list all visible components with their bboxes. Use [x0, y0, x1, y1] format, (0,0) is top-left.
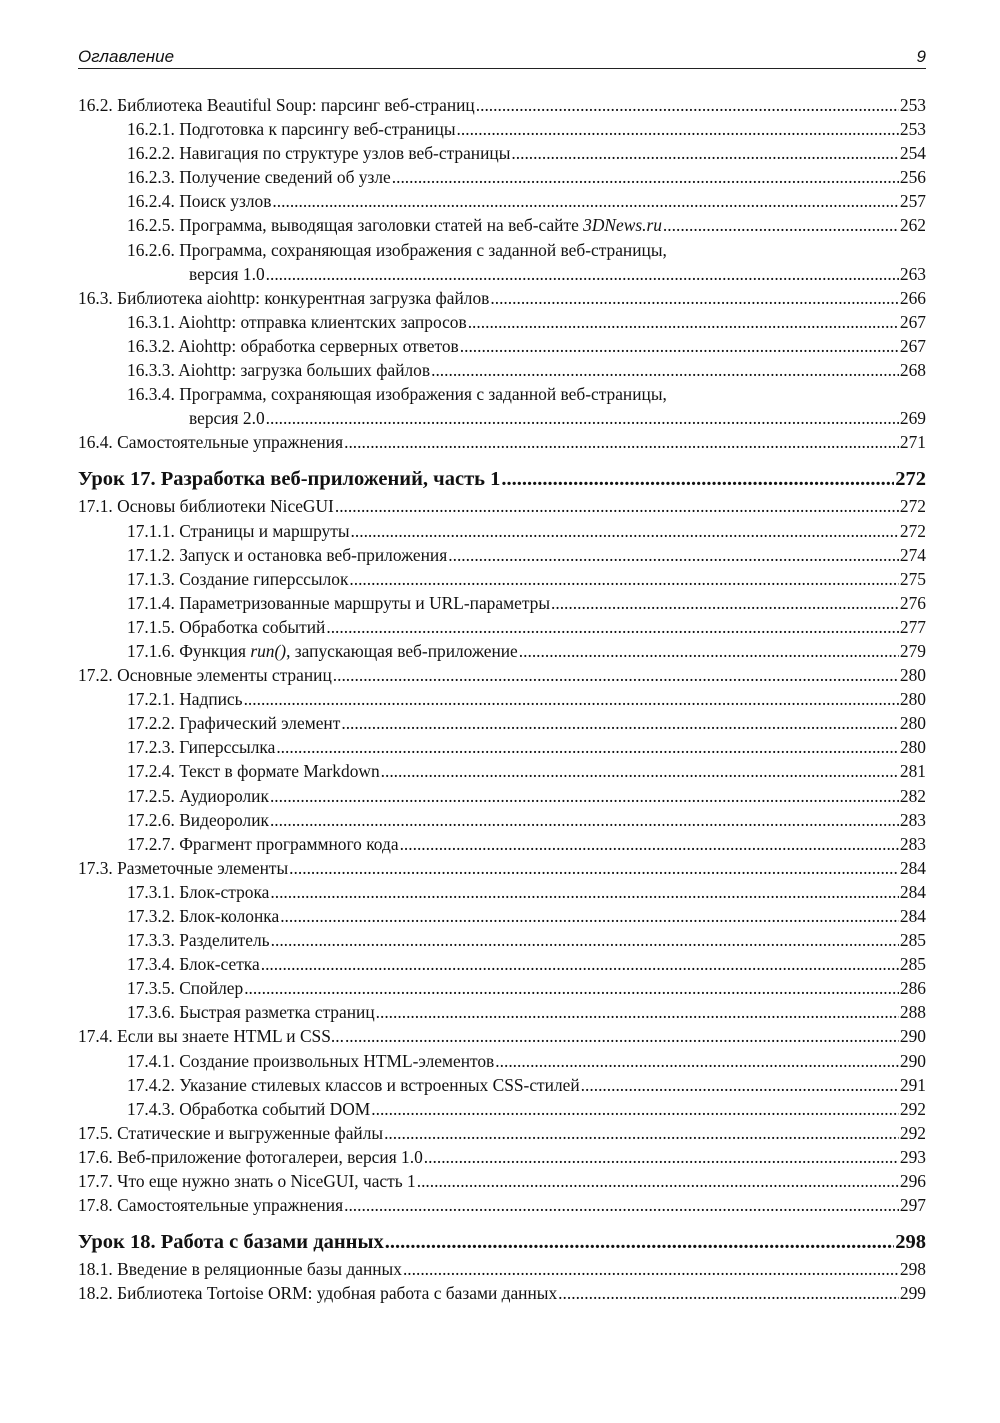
- entry-page: 284: [899, 881, 926, 902]
- entry-number: 17.1.4.: [127, 592, 175, 613]
- entry-title: Параметризованные маршруты и URL-параметры: [179, 592, 551, 613]
- dot-leader: [272, 189, 898, 213]
- toc-entry: [78, 494, 926, 518]
- entry-page: 292: [899, 1122, 926, 1143]
- header-page-number: 9: [916, 47, 926, 66]
- entry-page: 254: [899, 143, 926, 164]
- entry-number: 16.3.: [78, 287, 113, 308]
- dot-leader: [376, 1000, 899, 1024]
- entry-title: Статические и выгруженные файлы: [117, 1122, 384, 1143]
- entry-title: Программа, выводящая заголовки статей на веб-сайте: [179, 215, 584, 236]
- dot-leader: [519, 639, 899, 663]
- entry-page: 296: [899, 1171, 926, 1192]
- dot-leader: [581, 1073, 899, 1097]
- entry-number: 18.2.: [78, 1283, 113, 1304]
- entry-number: 16.3.3.: [127, 360, 175, 381]
- entry-title-rest: , запускающая веб-приложение: [286, 640, 518, 661]
- entry-title-continued: версия 2.0: [189, 408, 265, 429]
- entry-number: 17.4.: [78, 1026, 113, 1047]
- entry-title: Надпись: [179, 689, 243, 710]
- toc-entry: [78, 1000, 926, 1024]
- toc-entry: [78, 880, 926, 904]
- entry-number: 17.2.1.: [127, 689, 175, 710]
- entry-title: Фрагмент программного кода: [179, 833, 399, 854]
- dot-leader: [261, 952, 899, 976]
- entry-page: 280: [899, 689, 926, 710]
- entry-number: 16.2.1.: [127, 119, 175, 140]
- toc-entry: [78, 93, 926, 117]
- dot-leader: [351, 519, 899, 543]
- entry-number: 17.8.: [78, 1195, 113, 1216]
- dot-leader: [244, 976, 899, 1000]
- toc-chapter: [78, 464, 926, 494]
- dot-leader: [476, 93, 899, 117]
- dot-leader: [266, 406, 899, 430]
- dot-leader: [270, 808, 899, 832]
- toc-entry: [78, 543, 926, 567]
- entry-title: Разделитель: [179, 930, 270, 951]
- entry-page: 262: [899, 215, 926, 236]
- entry-page: 268: [899, 360, 926, 381]
- entry-title: Текст в формате Markdown: [179, 761, 380, 782]
- entry-page: 299: [899, 1283, 926, 1304]
- dot-leader: [371, 1097, 899, 1121]
- entry-page: 288: [899, 1002, 926, 1023]
- entry-number: 17.2.7.: [127, 833, 175, 854]
- entry-page: 280: [899, 713, 926, 734]
- entry-title: Спойлер: [179, 978, 244, 999]
- entry-page: 267: [899, 335, 926, 356]
- dot-leader: [326, 615, 899, 639]
- toc-entry: [78, 1073, 926, 1097]
- entry-title: Aiohttp: обработка серверных ответов: [178, 335, 459, 356]
- toc-entry: [78, 759, 926, 783]
- dot-leader: [280, 904, 899, 928]
- table-of-contents: [78, 93, 926, 1305]
- entry-title: Блок-сетка: [179, 954, 260, 975]
- dot-leader: [384, 1121, 899, 1145]
- entry-page: 293: [899, 1146, 926, 1167]
- toc-entry: [78, 856, 926, 880]
- toc-entry: [78, 213, 926, 237]
- dot-leader: [266, 262, 899, 286]
- toc-entry: [78, 1193, 926, 1217]
- entry-title: Создание гиперссылок: [179, 568, 349, 589]
- entry-number: 17.1.6.: [127, 640, 175, 661]
- entry-number: 17.3.2.: [127, 906, 175, 926]
- entry-title: Самостоятельные упражнения: [117, 432, 344, 453]
- entry-page: 267: [899, 311, 926, 332]
- entry-title-continued: версия 1.0: [189, 263, 265, 284]
- toc-entry: [78, 519, 926, 543]
- chapter-title: Разработка веб-приложений, часть 1: [160, 468, 501, 491]
- dot-leader: [276, 735, 899, 759]
- entry-number: 16.3.4.: [127, 384, 175, 405]
- dot-leader: [400, 832, 899, 856]
- dot-leader: [448, 543, 899, 567]
- dot-leader: [558, 1281, 899, 1305]
- entry-number: 17.4.2.: [127, 1074, 175, 1095]
- dot-leader: [289, 856, 899, 880]
- dot-leader: [345, 1024, 899, 1048]
- entry-title: Библиотека aiohttp: конкурентная загрузка файлов: [117, 287, 490, 308]
- entry-number: 17.4.3.: [127, 1098, 175, 1119]
- entry-title: Обработка событий DOM: [179, 1098, 371, 1119]
- entry-title: Библиотека Beautiful Soup: парсинг веб-страниц: [117, 95, 475, 115]
- chapter-page: 272: [895, 468, 926, 491]
- entry-page: 272: [899, 520, 926, 541]
- entry-number: 17.1.5.: [127, 616, 175, 637]
- entry-number: 17.1.2.: [127, 544, 175, 565]
- chapter-title: Работа с базами данных: [160, 1231, 384, 1254]
- entry-page: 290: [899, 1026, 926, 1047]
- entry-page: 275: [899, 568, 926, 589]
- dot-leader: [495, 1049, 899, 1073]
- entry-number: 16.2.4.: [127, 191, 175, 212]
- dot-leader: [403, 1257, 899, 1281]
- entry-number: 16.2.5.: [127, 215, 175, 236]
- toc-entry: [78, 952, 926, 976]
- dot-leader: [468, 310, 899, 334]
- entry-number: 16.2.: [78, 95, 113, 115]
- toc-entry: [78, 334, 926, 358]
- toc-entry: [78, 189, 926, 213]
- dot-leader: [381, 759, 899, 783]
- entry-title: Aiohttp: загрузка больших файлов: [178, 360, 431, 381]
- dot-leader: [392, 165, 899, 189]
- toc-entry: [78, 808, 926, 832]
- entry-title: Создание произвольных HTML-элементов: [179, 1050, 495, 1071]
- toc-entry: [78, 430, 926, 454]
- entry-page: 284: [899, 857, 926, 878]
- toc-entry: [78, 358, 926, 382]
- entry-title-italic: run(): [250, 640, 287, 661]
- toc-entry: [78, 735, 926, 759]
- toc-entry: [78, 639, 926, 663]
- entry-title: Библиотека Tortoise ORM: удобная работа с базами данных: [117, 1283, 558, 1304]
- entry-number: 17.3.: [78, 857, 113, 878]
- entry-title: Обработка событий: [179, 616, 326, 637]
- entry-page: 281: [899, 761, 926, 782]
- toc-entry: [78, 1145, 926, 1169]
- dot-leader: [424, 1145, 899, 1169]
- entry-title: Разметочные элементы: [117, 857, 289, 878]
- entry-title: Программа, сохраняющая изображения с заданной веб-страницы,: [179, 384, 667, 405]
- entry-title: Видеоролик: [179, 809, 269, 830]
- dot-leader: [511, 141, 899, 165]
- toc-entry: [78, 382, 926, 430]
- entry-number: 17.2.5.: [127, 785, 175, 806]
- toc-entry: [78, 591, 926, 615]
- entry-title: Функция: [179, 640, 251, 661]
- entry-number: 17.3.1.: [127, 881, 175, 902]
- entry-page: 253: [899, 95, 926, 115]
- toc-entry: [78, 1097, 926, 1121]
- toc-entry: [78, 784, 926, 808]
- entry-number: 17.2.: [78, 665, 113, 686]
- entry-page: 276: [899, 592, 926, 613]
- toc-entry: [78, 711, 926, 735]
- dot-leader: [349, 567, 899, 591]
- entry-page: 272: [899, 496, 926, 517]
- toc-entry: [78, 1024, 926, 1048]
- entry-title: Aiohttp: отправка клиентских запросов: [178, 311, 467, 332]
- entry-number: 17.3.3.: [127, 930, 175, 951]
- entry-number: 17.5.: [78, 1122, 113, 1143]
- dot-leader: [385, 1227, 895, 1257]
- entry-number: 17.2.2.: [127, 713, 175, 734]
- entry-page: 297: [899, 1195, 926, 1216]
- toc-entry: [78, 615, 926, 639]
- toc-entry: [78, 1281, 926, 1305]
- entry-number: 16.3.2.: [127, 335, 175, 356]
- entry-number: 16.4.: [78, 432, 113, 453]
- entry-title: Блок-строка: [179, 881, 270, 902]
- dot-leader: [431, 358, 899, 382]
- entry-number: 16.2.3.: [127, 167, 175, 188]
- entry-page: 269: [899, 408, 926, 429]
- entry-title: Программа, сохраняющая изображения с заданной веб-страницы,: [179, 239, 667, 260]
- dot-leader: [457, 117, 899, 141]
- entry-title: Аудиоролик: [179, 785, 269, 806]
- entry-page: 285: [899, 954, 926, 975]
- entry-title: Навигация по структуре узлов веб-страницы: [179, 143, 511, 164]
- entry-title: Гиперссылка: [179, 737, 276, 758]
- entry-page: 277: [899, 616, 926, 637]
- dot-leader: [663, 213, 899, 237]
- toc-entry: [78, 904, 926, 928]
- running-header: [78, 44, 926, 69]
- entry-title: Введение в реляционные базы данных: [117, 1259, 402, 1280]
- entry-page: 282: [899, 785, 926, 806]
- entry-number: 17.2.3.: [127, 737, 175, 758]
- entry-number: 17.1.: [78, 496, 113, 517]
- entry-page: 253: [899, 119, 926, 140]
- entry-title: Самостоятельные упражнения: [117, 1195, 344, 1216]
- entry-number: 16.3.1.: [127, 311, 175, 332]
- entry-title: Подготовка к парсингу веб-страницы: [179, 119, 456, 140]
- toc-chapter: [78, 1227, 926, 1257]
- chapter-page: 298: [895, 1231, 926, 1254]
- entry-title: Поиск узлов: [179, 191, 272, 212]
- entry-page: 292: [899, 1098, 926, 1119]
- entry-number: 17.4.1.: [127, 1050, 175, 1071]
- entry-page: 285: [899, 930, 926, 951]
- entry-title-italic: 3DNews.ru: [583, 215, 662, 236]
- entry-title: Получение сведений об узле: [179, 167, 391, 188]
- toc-entry: [78, 1169, 926, 1193]
- dot-leader: [344, 1193, 899, 1217]
- entry-number: 16.2.6.: [127, 239, 175, 260]
- entry-page: 284: [899, 906, 926, 926]
- dot-leader: [270, 880, 899, 904]
- entry-page: 263: [899, 263, 926, 284]
- entry-number: 17.1.1.: [127, 520, 175, 541]
- entry-title: Что еще нужно знать о NiceGUI, часть 1: [117, 1171, 416, 1192]
- entry-number: 16.2.2.: [127, 143, 175, 164]
- entry-title: Быстрая разметка страниц: [179, 1002, 375, 1023]
- entry-number: 17.2.4.: [127, 761, 175, 782]
- entry-page: 291: [899, 1074, 926, 1095]
- entry-title: Запуск и остановка веб-приложения: [179, 544, 448, 565]
- toc-entry: [78, 663, 926, 687]
- entry-page: 298: [899, 1259, 926, 1280]
- chapter-number: Урок 18.: [78, 1231, 156, 1254]
- entry-title: Основы библиотеки NiceGUI: [117, 496, 334, 517]
- header-section-title: Оглавление: [78, 47, 175, 66]
- entry-title: Графический элемент: [179, 713, 341, 734]
- dot-leader: [341, 711, 899, 735]
- toc-entry: [78, 1257, 926, 1281]
- dot-leader: [417, 1169, 899, 1193]
- entry-title: Основные элементы страниц: [117, 665, 332, 686]
- toc-entry: [78, 165, 926, 189]
- dot-leader: [344, 430, 899, 454]
- dot-leader: [490, 286, 899, 310]
- entry-page: 283: [899, 809, 926, 830]
- toc-entry: [78, 976, 926, 1000]
- entry-page: 279: [899, 640, 926, 661]
- entry-page: 280: [899, 665, 926, 686]
- entry-title: Страницы и маршруты: [179, 520, 350, 541]
- toc-entry: [78, 117, 926, 141]
- entry-number: 17.3.6.: [127, 1002, 175, 1023]
- toc-entry: [78, 928, 926, 952]
- entry-title: Веб-приложение фотогалереи, версия 1.0: [117, 1146, 423, 1167]
- toc-entry: [78, 238, 926, 286]
- entry-page: 256: [899, 167, 926, 188]
- entry-page: 280: [899, 737, 926, 758]
- toc-entry: [78, 1049, 926, 1073]
- entry-title: Если вы знаете HTML и CSS...: [117, 1026, 344, 1047]
- entry-number: 18.1.: [78, 1259, 113, 1280]
- dot-leader: [460, 334, 899, 358]
- toc-entry: [78, 832, 926, 856]
- dot-leader: [335, 494, 899, 518]
- toc-entry: [78, 687, 926, 711]
- dot-leader: [551, 591, 899, 615]
- dot-leader: [270, 784, 899, 808]
- dot-leader: [271, 928, 899, 952]
- entry-page: 274: [899, 544, 926, 565]
- toc-entry: [78, 141, 926, 165]
- dot-leader: [501, 464, 894, 494]
- entry-number: 17.2.6.: [127, 809, 175, 830]
- dot-leader: [333, 663, 899, 687]
- toc-entry: [78, 310, 926, 334]
- entry-number: 17.7.: [78, 1171, 113, 1192]
- entry-page: 266: [899, 287, 926, 308]
- entry-number: 17.1.3.: [127, 568, 175, 589]
- entry-page: 283: [899, 833, 926, 854]
- entry-title: Указание стилевых классов и встроенных CSS-стилей: [179, 1074, 580, 1095]
- entry-number: 17.3.5.: [127, 978, 175, 999]
- toc-entry: [78, 286, 926, 310]
- entry-number: 17.3.4.: [127, 954, 175, 975]
- dot-leader: [244, 687, 899, 711]
- toc-entry: [78, 1121, 926, 1145]
- entry-page: 271: [899, 432, 926, 453]
- chapter-number: Урок 17.: [78, 468, 156, 491]
- entry-page: 257: [899, 191, 926, 212]
- entry-page: 290: [899, 1050, 926, 1071]
- entry-page: 286: [899, 978, 926, 999]
- entry-number: 17.6.: [78, 1146, 113, 1167]
- toc-entry: [78, 567, 926, 591]
- entry-title: Блок-колонка: [179, 906, 280, 926]
